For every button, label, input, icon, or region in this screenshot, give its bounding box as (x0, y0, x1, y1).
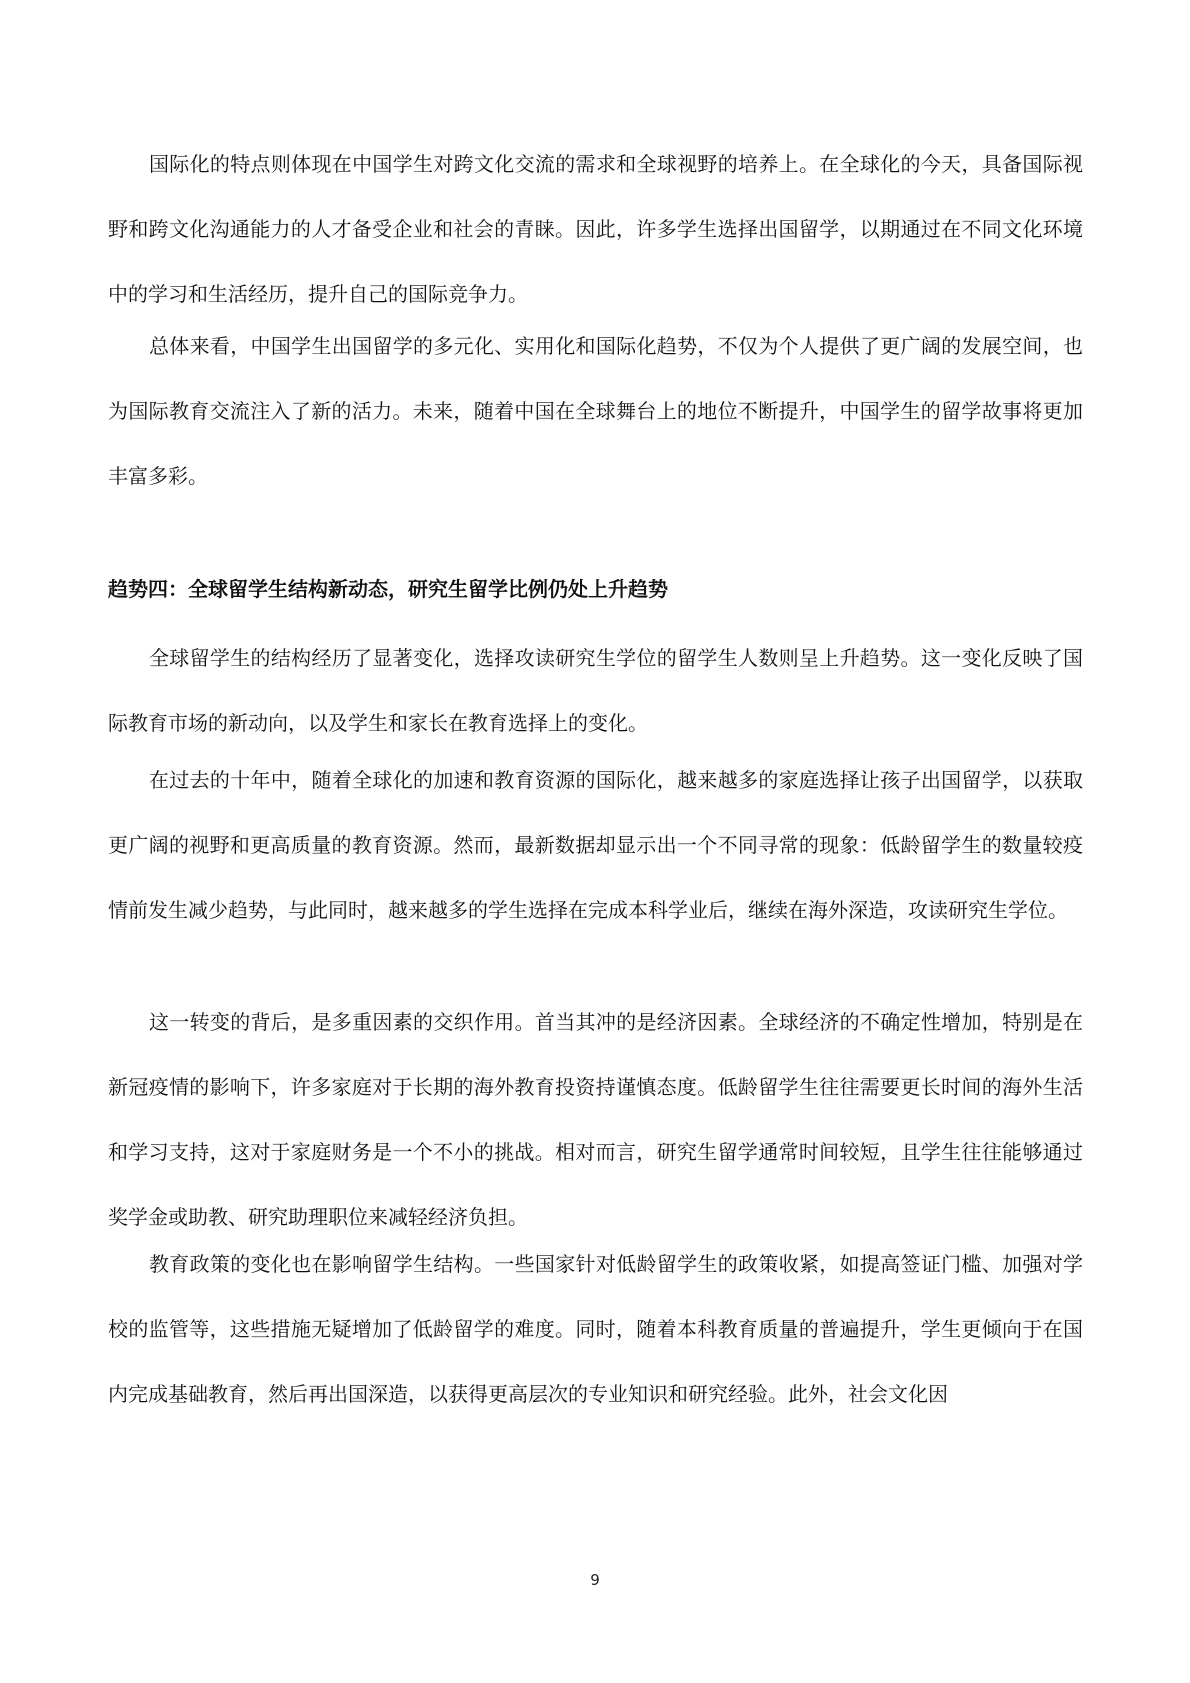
paragraph-internationalization: 国际化的特点则体现在中国学生对跨文化交流的需求和全球视野的培养上。在全球化的今天，具备国际视野和跨文化沟通能力的人才备受企业和社会的青睐。因此，许多学生选择出国留学，以期通过在不同文化环境中的学习和生活经历，提升自己的国际竞争力。 (108, 152, 1083, 306)
paragraph-past-decade: 在过去的十年中，随着全球化的加速和教育资源的国际化，越来越多的家庭选择让孩子出国留学，以获取更广阔的视野和更高质量的教育资源。然而，最新数据却显示出一个不同寻常的现象：低龄留学生的数量较疫情前发生减少趋势，与此同时，越来越多的学生选择在完成本科学业后，继续在海外深造，攻读研究生学位。 (108, 768, 1083, 922)
page-number: 9 (590, 1571, 600, 1589)
paragraph-structure-change: 全球留学生的结构经历了显著变化，选择攻读研究生学位的留学生人数则呈上升趋势。这一变化反映了国际教育市场的新动向，以及学生和家长在教育选择上的变化。 (108, 646, 1083, 735)
paragraph-summary: 总体来看，中国学生出国留学的多元化、实用化和国际化趋势，不仅为个人提供了更广阔的发展空间，也为国际教育交流注入了新的活力。未来，随着中国在全球舞台上的地位不断提升，中国学生的留学故事将更加丰富多彩。 (108, 334, 1083, 488)
paragraph-economic-factors: 这一转变的背后，是多重因素的交织作用。首当其冲的是经济因素。全球经济的不确定性增加，特别是在新冠疫情的影响下，许多家庭对于长期的海外教育投资持谨慎态度。低龄留学生往往需要更长时间的海外生活和学习支持，这对于家庭财务是一个不小的挑战。相对而言，研究生留学通常时间较短，且学生往往能够通过奖学金或助教、研究助理职位来减轻经济负担。 (108, 1010, 1083, 1229)
paragraph-education-policy: 教育政策的变化也在影响留学生结构。一些国家针对低龄留学生的政策收紧，如提高签证门槛、加强对学校的监管等，这些措施无疑增加了低龄留学的难度。同时，随着本科教育质量的普遍提升，学生更倾向于在国内完成基础教育，然后再出国深造，以获得更高层次的专业知识和研究经验。此外，社会文化因 (108, 1252, 1083, 1406)
section-heading-trend-four: 趋势四：全球留学生结构新动态，研究生留学比例仍处上升趋势 (108, 577, 668, 601)
